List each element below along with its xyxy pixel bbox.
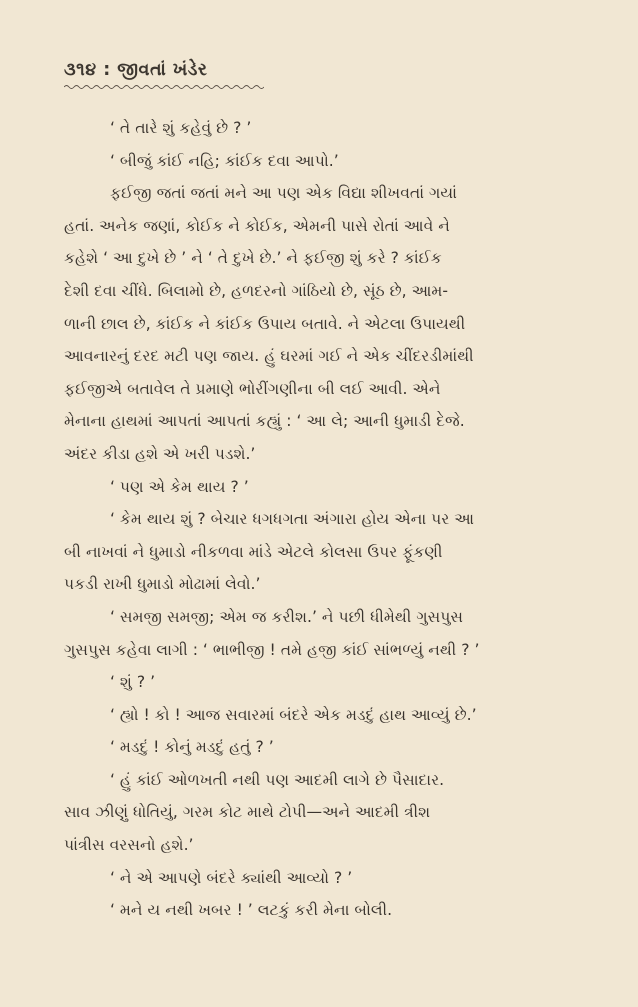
text-line: ‘ હું કાંઈ ઓળખતી નથી પણ આદમી લાગે છે પૈસાદાર.	[110, 770, 445, 789]
text-line: અંદર કીડા હશે એ ખરી પડશે.’	[64, 444, 256, 463]
text-line: ‘ હ્યો ! કો ! આજ સવારમાં બંદરે એક મડદું હાથ આવ્યું છે.’	[110, 705, 477, 724]
text-line: ફઈજીએ બતાવેલ તે પ્રમાણે ભોરીંગણીના બી લઈ આવી. એને	[64, 379, 441, 398]
text-line: હતાં. અનેક જણાં, કોઈક ને કોઈક, એમની પાસે રોતાં આવે ને	[64, 216, 450, 235]
wavy-underline-ornament	[64, 84, 264, 90]
body-text	[64, 112, 592, 927]
text-line: આવનારનું દરદ મટી પણ જાય. હું ઘરમાં ગઈ ને એક ચીંદરડીમાંથી	[64, 347, 474, 366]
text-line: ‘ કેમ થાય શું ? બેચાર ધગધગતા અંગારા હોય એના પર આ	[110, 510, 475, 529]
text-line: ‘ તે તારે શું કહેવું છે ? ’	[110, 119, 252, 137]
dialogue-paragraph	[64, 112, 592, 145]
dialogue-paragraph	[64, 471, 592, 504]
text-line: સાવ ઝીણું ધોતિયું, ગરમ કોટ માથે ટોપી—અને આદમી ત્રીશ	[64, 803, 431, 822]
dialogue-paragraph	[64, 601, 592, 666]
text-line: ‘ મડદું ! કોનું મડદું હતું ? ’	[110, 738, 274, 757]
text-line: ‘ મને ય નથી ખબર ! ’ લટકું કરી મેના બોલી.	[110, 901, 393, 920]
chapter-title: જીવતાં ખંડેર	[117, 60, 208, 80]
text-line: ળાની છાલ છે, કાંઈક ને કાંઈક ઉપાય બતાવે. ને એટલા ઉપાયથી	[64, 314, 466, 333]
dialogue-paragraph	[64, 699, 592, 732]
dialogue-paragraph	[64, 894, 592, 927]
dialogue-paragraph	[64, 503, 592, 601]
text-line: કહેશે ‘ આ દુખે છે ’ ને ‘ તે દુખે છે.’ ને ફઈજી શું કરે ? કાંઈક	[64, 249, 442, 268]
page-number: ૩૧૪	[64, 60, 97, 80]
dialogue-paragraph	[64, 764, 592, 862]
text-line: ‘ પણ એ કેમ થાય ? ’	[110, 477, 249, 496]
text-line: ‘ ને એ આપણે બંદરે ક્યાંથી આવ્યો ? ’	[110, 868, 353, 887]
text-line: બી નાખવાં ને ધુમાડો નીકળવા માંડે એટલે કોલસા ઉપર ફૂંકણી	[64, 542, 443, 561]
text-line: ‘ શું ? ’	[110, 673, 156, 692]
text-line: મેનાના હાથમાં આપતાં આપતાં કહ્યું : ‘ આ લે; આની ધુમાડી દેજે.	[64, 412, 465, 431]
text-line: ફઈજી જતાં જતાં મને આ પણ એક વિદ્યા શીખવતાં ગયાં	[110, 184, 458, 203]
text-line: દેશી દવા ચીંધે. બિલામો છે, હળદરનો ગાંઠિયો છે, સૂંઠ છે, આમ-	[64, 281, 449, 300]
text-line: પકડી રાખી ધુમાડો મોઢામાં લેવો.’	[64, 575, 261, 594]
dialogue-paragraph	[64, 862, 592, 895]
text-line: ‘ બીજું કાંઈ નહિ; કાંઈક દવા આપો.’	[110, 151, 339, 170]
header-separator: :	[103, 60, 111, 80]
text-line: ગુસપુસ કહેવા લાગી : ‘ ભાભીજી ! તમે હજી કાંઈ સાંભળ્યું નથી ? ’	[64, 640, 480, 659]
text-line: ‘ સમજી સમજી; એમ જ કરીશ.’ ને પછી ધીમેથી ગુસપુસ	[110, 607, 464, 626]
dialogue-paragraph	[64, 731, 592, 764]
narrative-paragraph	[64, 177, 592, 470]
dialogue-paragraph	[64, 666, 592, 699]
text-line: પાંત્રીસ વરસનો હશે.’	[64, 836, 194, 855]
dialogue-paragraph	[64, 145, 592, 178]
running-header	[64, 58, 592, 82]
